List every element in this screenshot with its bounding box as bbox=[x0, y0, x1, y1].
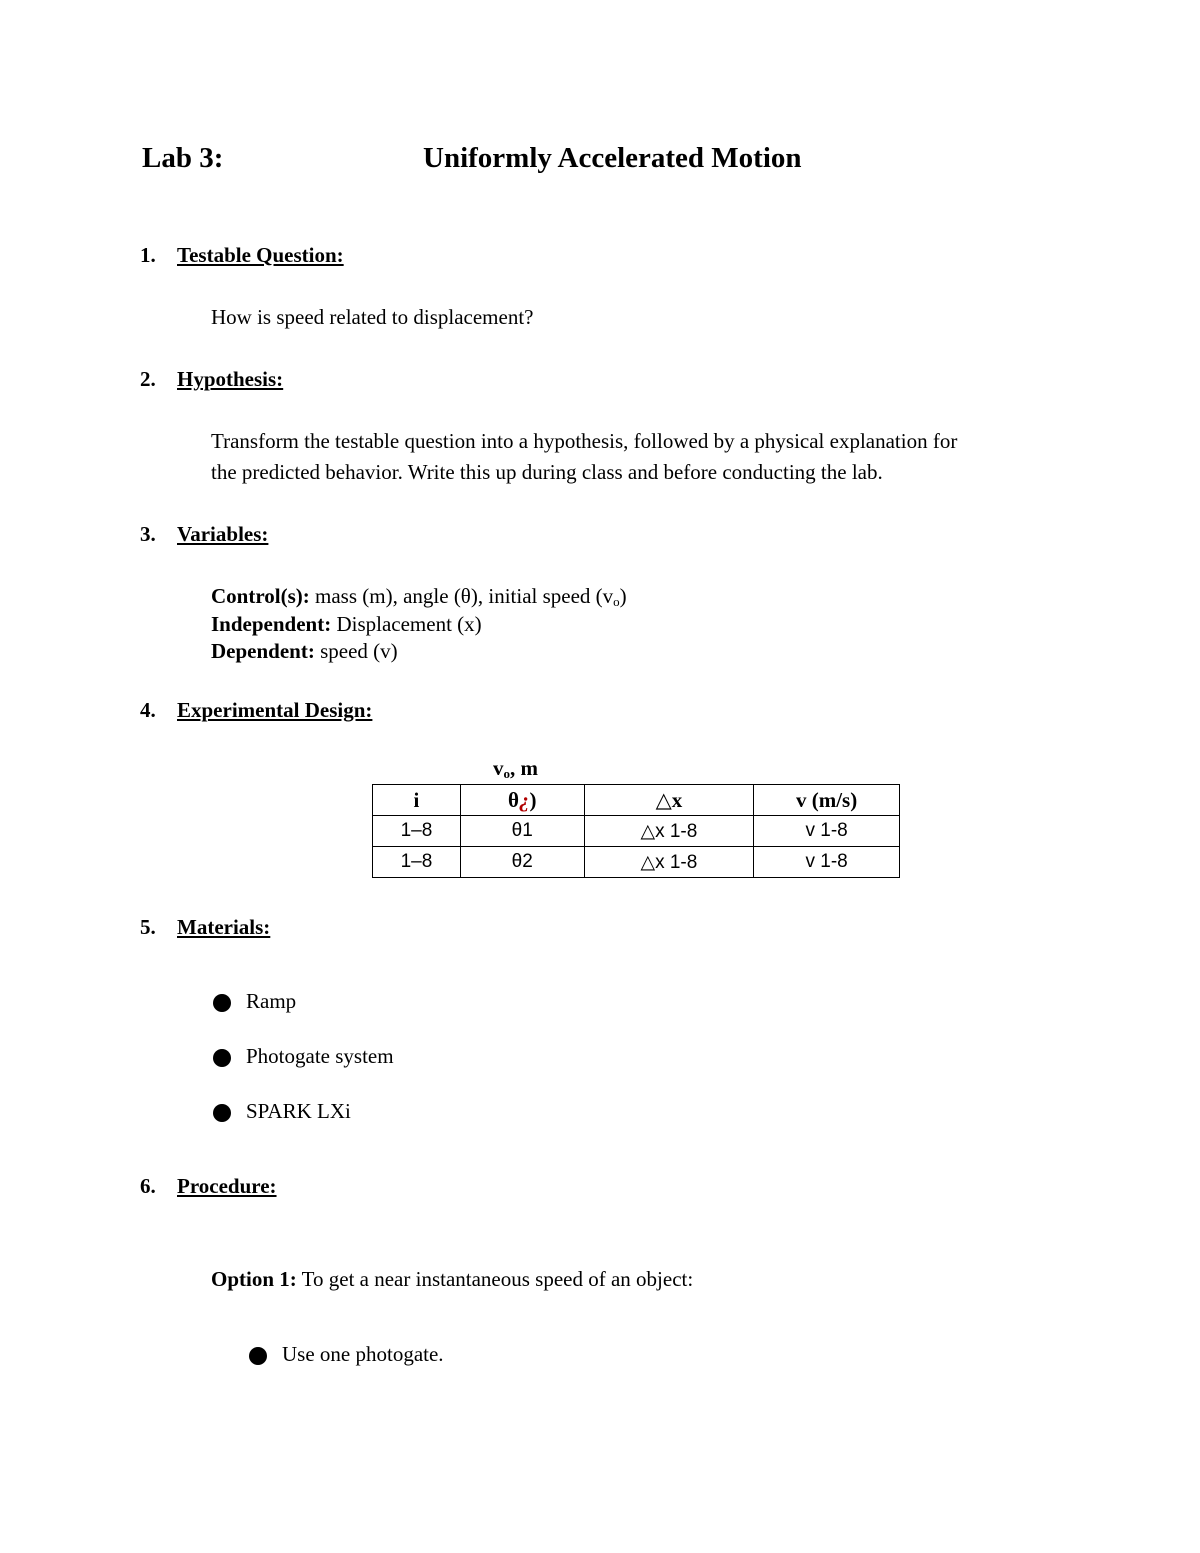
section-heading-hypothesis: Hypothesis: bbox=[177, 367, 284, 391]
section-heading-variables: Variables: bbox=[177, 522, 269, 546]
section-heading-experimental-design: Experimental Design: bbox=[177, 698, 373, 722]
dependent-text: speed (v) bbox=[314, 639, 398, 663]
material-item: Photogate system bbox=[246, 1044, 394, 1068]
experimental-design-table bbox=[372, 784, 900, 878]
caption-v: v bbox=[493, 756, 504, 780]
section-heading-testable-question: Testable Question: bbox=[177, 243, 344, 267]
hypothesis-line-1: Transform the testable question into a hypothesis, followed by a physical explanation for bbox=[211, 429, 958, 453]
header-theta bbox=[460, 785, 584, 816]
lab-number: Lab 3: bbox=[142, 142, 224, 174]
bullet-icon bbox=[213, 1104, 231, 1122]
option-label: Option 1: bbox=[211, 1267, 297, 1291]
independent-variable bbox=[211, 612, 482, 637]
caption-subscript: o bbox=[503, 766, 510, 781]
section-number: 2. bbox=[140, 367, 156, 391]
independent-text: Displacement (x) bbox=[331, 612, 482, 636]
section-number: 5. bbox=[140, 915, 156, 939]
header-theta-paren: ) bbox=[529, 787, 537, 812]
lab-title: Uniformly Accelerated Motion bbox=[423, 142, 802, 174]
bullet-icon bbox=[249, 1347, 267, 1365]
control-label: Control(s): bbox=[211, 584, 310, 608]
hypothesis-line-2: the predicted behavior. Write this up during class and before conducting the lab. bbox=[211, 460, 883, 484]
control-subscript: o bbox=[613, 594, 620, 609]
section-heading-procedure: Procedure: bbox=[177, 1174, 277, 1198]
section-number: 1. bbox=[140, 243, 156, 267]
section-number: 3. bbox=[140, 522, 156, 546]
section-heading-materials: Materials: bbox=[177, 915, 271, 939]
control-variables bbox=[211, 584, 627, 609]
material-item: SPARK LXi bbox=[246, 1099, 351, 1123]
table-cell: 1–8 bbox=[373, 847, 461, 878]
table-cell: △x 1-8 bbox=[584, 816, 754, 847]
dependent-variable bbox=[211, 639, 398, 664]
dependent-label: Dependent: bbox=[211, 639, 315, 663]
table-header-row bbox=[373, 785, 900, 816]
control-text: mass (m), angle (θ), initial speed (v bbox=[309, 584, 614, 608]
bullet-icon bbox=[213, 1049, 231, 1067]
table-row bbox=[373, 816, 900, 847]
header-speed: v (m/s) bbox=[754, 785, 900, 816]
table-cell: v 1-8 bbox=[754, 816, 900, 847]
material-item: Ramp bbox=[246, 989, 297, 1013]
table-cell: △x 1-8 bbox=[584, 847, 754, 878]
table-cell: v 1-8 bbox=[754, 847, 900, 878]
procedure-option bbox=[211, 1267, 693, 1292]
bullet-icon bbox=[213, 994, 231, 1012]
control-end: ) bbox=[619, 584, 627, 608]
header-theta-symbol: θ bbox=[507, 787, 519, 812]
design-table-caption bbox=[493, 756, 538, 781]
table-cell: θ2 bbox=[460, 847, 584, 878]
table-cell: θ1 bbox=[460, 816, 584, 847]
procedure-step: Use one photogate. bbox=[282, 1342, 444, 1366]
header-delta-x: △x bbox=[584, 785, 754, 816]
section-number: 6. bbox=[140, 1174, 156, 1198]
table-row bbox=[373, 847, 900, 878]
table-cell: 1–8 bbox=[373, 816, 461, 847]
section-number: 4. bbox=[140, 698, 156, 722]
header-i: i bbox=[373, 785, 461, 816]
header-theta-glyph: ¿ bbox=[518, 787, 530, 812]
caption-rest: , m bbox=[510, 756, 538, 780]
testable-question-text: How is speed related to displacement? bbox=[211, 305, 534, 329]
option-text: To get a near instantaneous speed of an object: bbox=[296, 1267, 694, 1291]
independent-label: Independent: bbox=[211, 612, 332, 636]
